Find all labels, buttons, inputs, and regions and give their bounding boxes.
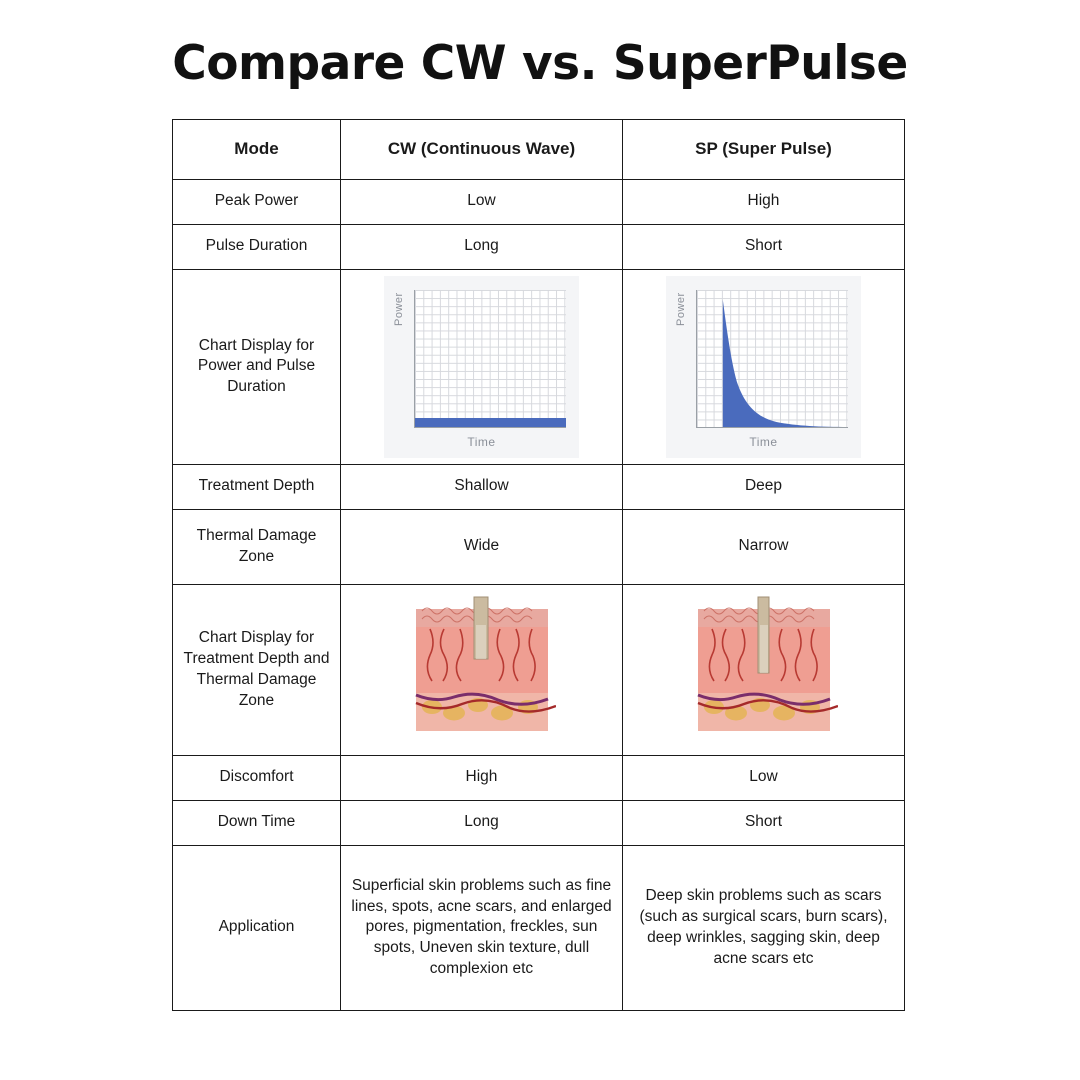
table-row — [173, 800, 905, 845]
sp-chart-x-axis-label: Time — [749, 434, 778, 449]
cw-power-chart — [384, 276, 579, 458]
cw-chart-y-axis-label: Power — [393, 292, 405, 326]
cell-sp-power-chart — [623, 269, 905, 464]
table-row — [173, 845, 905, 1010]
row-label-thermal-damage-zone: Thermal Damage Zone — [173, 509, 341, 584]
skin-cross-section-sp-icon — [690, 591, 838, 749]
sp-chart-y-axis-label: Power — [675, 292, 687, 326]
table-row — [173, 464, 905, 509]
sp-chart-plot-area — [696, 290, 848, 428]
cell-sp-discomfort: Low — [623, 755, 905, 800]
cell-sp-skin-image — [623, 584, 905, 755]
cw-chart-x-axis-label: Time — [467, 434, 496, 449]
row-label-down-time: Down Time — [173, 800, 341, 845]
skin-cross-section-cw-icon — [408, 591, 556, 749]
page-title: Compare CW vs. SuperPulse — [172, 36, 908, 91]
cell-sp-thermal-damage-zone: Narrow — [623, 509, 905, 584]
cell-cw-down-time: Long — [341, 800, 623, 845]
table-row — [173, 509, 905, 584]
sp-chart-series — [697, 290, 848, 427]
row-label-peak-power: Peak Power — [173, 179, 341, 224]
cell-cw-discomfort: High — [341, 755, 623, 800]
table-row — [173, 224, 905, 269]
comparison-table — [172, 119, 905, 1011]
row-label-depth-chart: Chart Display for Treatment Depth and Thermal Damage Zone — [173, 584, 341, 755]
row-label-treatment-depth: Treatment Depth — [173, 464, 341, 509]
row-label-pulse-duration: Pulse Duration — [173, 224, 341, 269]
cell-cw-pulse-duration: Long — [341, 224, 623, 269]
row-label-application: Application — [173, 845, 341, 1010]
cell-cw-power-chart — [341, 269, 623, 464]
table-row — [173, 179, 905, 224]
header-cw: CW (Continuous Wave) — [341, 120, 623, 180]
cw-chart-series — [415, 418, 566, 427]
row-label-discomfort: Discomfort — [173, 755, 341, 800]
cell-sp-treatment-depth: Deep — [623, 464, 905, 509]
table-row — [173, 755, 905, 800]
header-sp: SP (Super Pulse) — [623, 120, 905, 180]
title-wrap — [0, 0, 1080, 101]
cw-chart-plot-area — [414, 290, 566, 428]
table-row — [173, 269, 905, 464]
cell-sp-peak-power: High — [623, 179, 905, 224]
header-mode: Mode — [173, 120, 341, 180]
table-row — [173, 584, 905, 755]
cell-cw-thermal-damage-zone: Wide — [341, 509, 623, 584]
row-label-power-chart: Chart Display for Power and Pulse Duration — [173, 269, 341, 464]
cell-sp-down-time: Short — [623, 800, 905, 845]
cell-sp-pulse-duration: Short — [623, 224, 905, 269]
comparison-table-wrapper — [172, 119, 905, 1011]
cell-cw-peak-power: Low — [341, 179, 623, 224]
cell-cw-skin-image — [341, 584, 623, 755]
cell-cw-application: Superficial skin problems such as fine lines, spots, acne scars, and enlarged pores, pigmentation, freckles, sun spots, Uneven skin texture, dull complexion etc — [341, 845, 623, 1010]
cell-sp-application: Deep skin problems such as scars (such as surgical scars, burn scars), deep wrinkles, sagging skin, deep acne scars etc — [623, 845, 905, 1010]
sp-power-chart — [666, 276, 861, 458]
table-header-row — [173, 120, 905, 180]
cell-cw-treatment-depth: Shallow — [341, 464, 623, 509]
